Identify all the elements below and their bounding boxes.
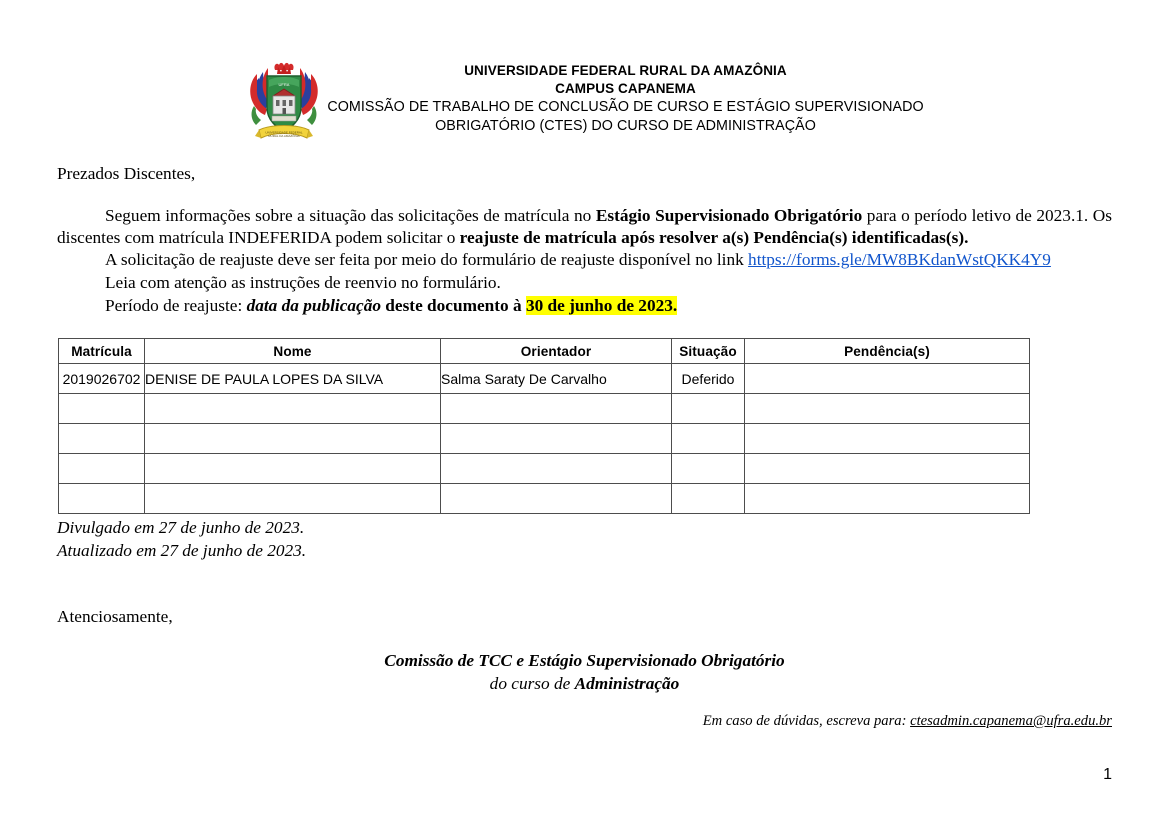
cell-orientador (441, 454, 672, 484)
svg-text:UFRA: UFRA (278, 82, 290, 87)
signature-block (0, 650, 1169, 696)
publication-dates-block (57, 517, 306, 563)
intro-paragraph (57, 205, 1112, 250)
column-header-matricula: Matrícula (59, 339, 145, 364)
period-deadline-highlight: 30 de junho de 2023. (525, 295, 678, 315)
period-prefix: Período de reajuste: (105, 295, 247, 315)
cell-matricula: 2019026702 (59, 364, 145, 394)
signature-course-prefix: do curso de (489, 673, 575, 693)
cell-orientador (441, 394, 672, 424)
form-instruction-prefix: A solicitação de reajuste deve ser feita por meio do formulário de reajuste disponível no link (105, 250, 749, 270)
cell-pendencia (745, 394, 1030, 424)
cell-orientador (441, 484, 672, 514)
column-header-situacao: Situação (672, 339, 745, 364)
form-instruction-line (57, 249, 1112, 272)
commission-name-line2: OBRIGATÓRIO (CTES) DO CURSO DE ADMINISTRAÇÃO (435, 117, 816, 134)
cell-pendencia (745, 364, 1030, 394)
cell-orientador (441, 424, 672, 454)
document-header (0, 58, 1169, 142)
intro-part1: Seguem informações sobre a situação das solicitações de matrícula no (105, 205, 596, 225)
page-number: 1 (1103, 766, 1112, 783)
cell-matricula (59, 454, 145, 484)
cell-matricula (59, 424, 145, 454)
cell-pendencia (745, 484, 1030, 514)
intro-bold-reajuste: reajuste de matrícula após resolver a(s) Pendência(s) identificadas(s). (459, 228, 969, 248)
cell-nome (145, 484, 441, 514)
cell-matricula (59, 394, 145, 424)
cell-situacao (672, 484, 745, 514)
signature-course (0, 673, 1169, 696)
published-date: Divulgado em 27 de junho de 2023. (57, 518, 305, 537)
contact-prefix: Em caso de dúvidas, escreva para: (702, 713, 911, 729)
contact-line (703, 713, 1112, 730)
cell-situacao (672, 424, 745, 454)
cell-pendencia (745, 424, 1030, 454)
read-instructions-line: Leia com atenção as instruções de reenvio no formulário. (105, 272, 501, 292)
cell-matricula (59, 484, 145, 514)
cell-orientador: Salma Saraty De Carvalho (441, 364, 672, 394)
enrollment-table-wrapper (58, 338, 1029, 514)
table-header-row (59, 339, 1030, 364)
adjustment-period-line (57, 295, 1112, 318)
updated-date: Atualizado em 27 de junho de 2023. (57, 540, 307, 560)
column-header-orientador: Orientador (441, 339, 672, 364)
cell-nome (145, 454, 441, 484)
cell-situacao (672, 454, 745, 484)
university-name: UNIVERSIDADE FEDERAL RURAL DA AMAZÔNIA (464, 63, 787, 78)
svg-text:RURAL DA AMAZÔNIA: RURAL DA AMAZÔNIA (268, 134, 300, 138)
cell-situacao: Deferido (672, 364, 745, 394)
enrollment-table (58, 338, 1030, 514)
institution-title-block (327, 58, 923, 136)
closing-text: Atenciosamente, (57, 607, 173, 626)
column-header-pendencia: Pendência(s) (745, 339, 1030, 364)
table-row (59, 394, 1030, 424)
svg-text:UNIVERSIDADE FEDERAL: UNIVERSIDADE FEDERAL (265, 130, 303, 135)
cell-nome (145, 394, 441, 424)
table-row (59, 454, 1030, 484)
period-middle: deste documento à (380, 295, 526, 315)
contact-email-link[interactable]: ctesadmin.capanema@ufra.edu.br (910, 713, 1112, 729)
commission-name-line1: COMISSÃO DE TRABALHO DE CONCLUSÃO DE CURSO E ESTÁGIO SUPERVISIONADO (327, 98, 924, 115)
table-row (59, 364, 1030, 394)
campus-name: CAMPUS CAPANEMA (555, 80, 696, 96)
signature-course-name: Administração (574, 673, 680, 693)
signature-commission: Comissão de TCC e Estágio Supervisionado Obrigatório (384, 651, 785, 670)
document-body (57, 163, 1112, 317)
column-header-nome: Nome (145, 339, 441, 364)
period-publication-date-italic: data da publicação (246, 295, 381, 315)
ufra-coat-of-arms-icon (245, 62, 323, 146)
cell-nome: DENISE DE PAULA LOPES DA SILVA (145, 364, 441, 394)
greeting-text: Prezados Discentes, (57, 164, 196, 183)
table-row (59, 484, 1030, 514)
table-row (59, 424, 1030, 454)
form-link[interactable]: https://forms.gle/MW8BKdanWstQKK4Y9 (748, 250, 1051, 270)
cell-situacao (672, 394, 745, 424)
cell-nome (145, 424, 441, 454)
intro-bold-estagio: Estágio Supervisionado Obrigatório (595, 205, 863, 225)
intro-part2: para o período letivo de 2023.1. Os discentes com matrícula INDEFERIDA podem solicitar o (57, 205, 1112, 248)
cell-pendencia (745, 454, 1030, 484)
